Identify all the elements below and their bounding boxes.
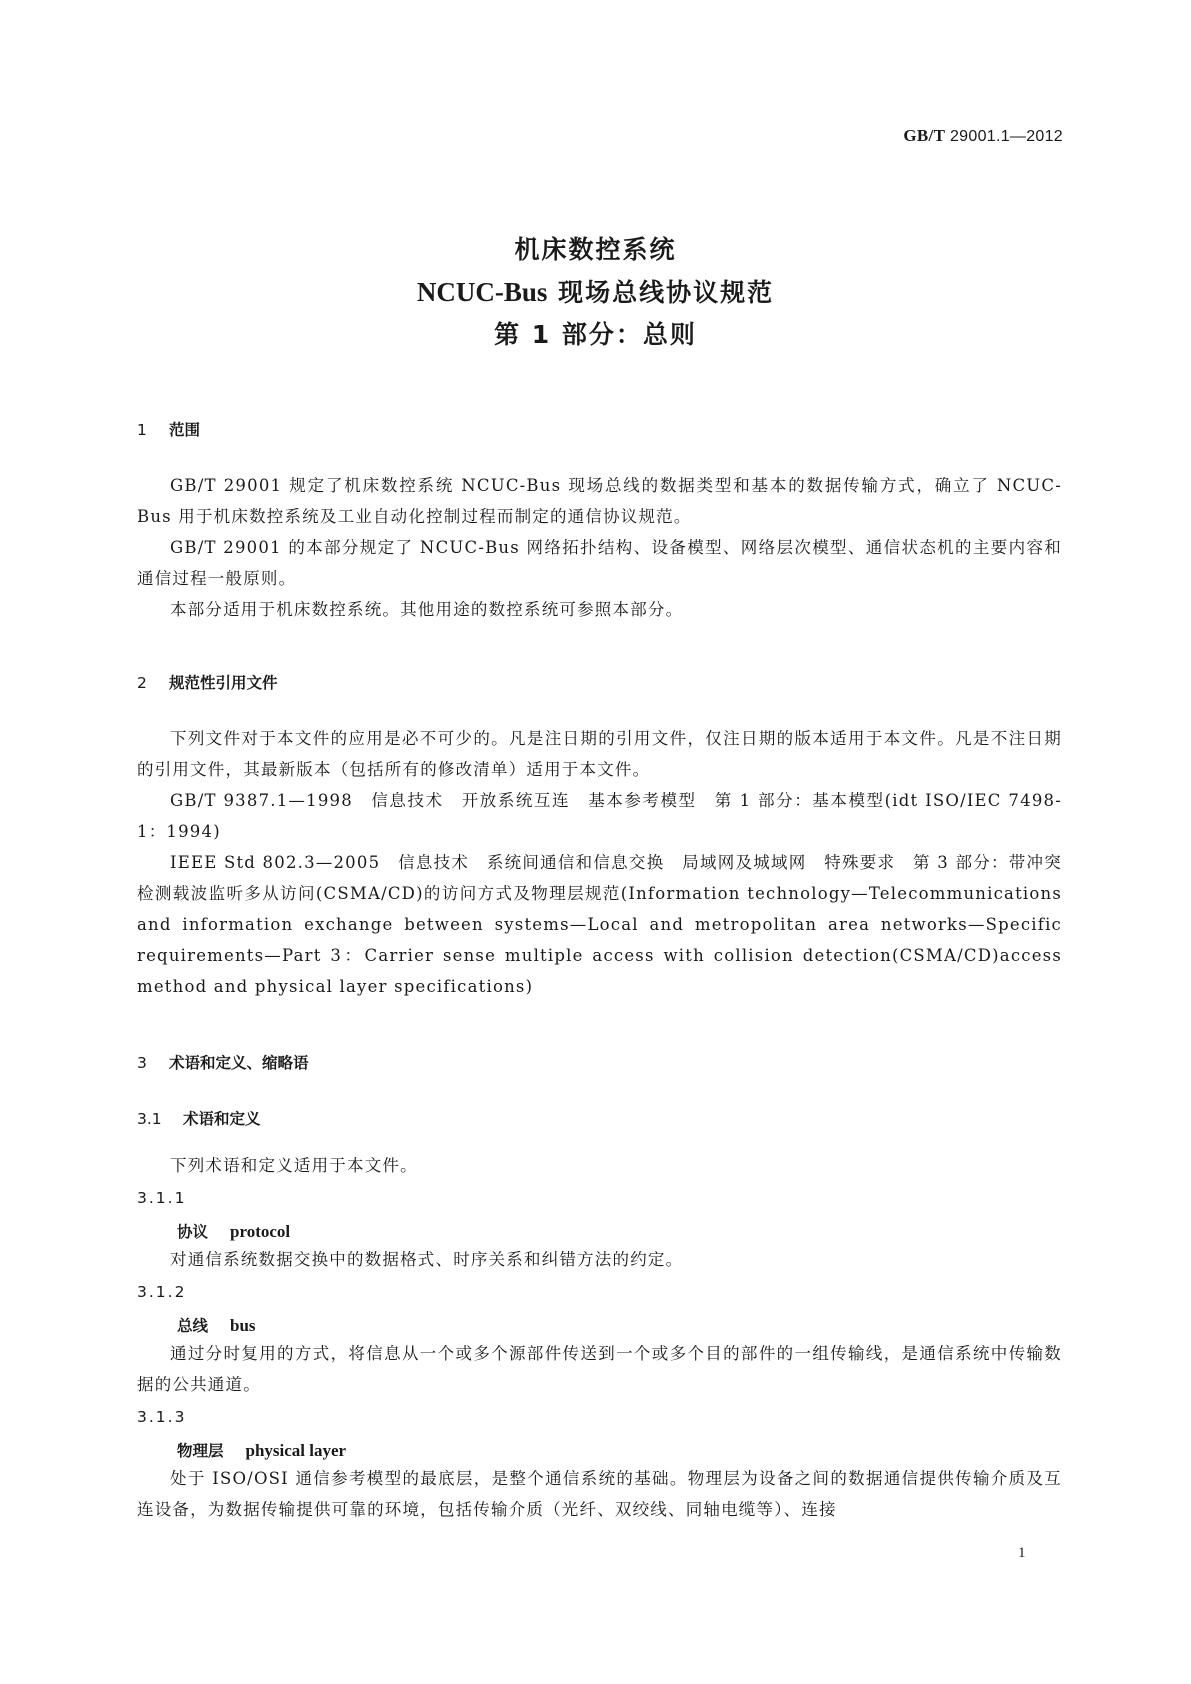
standard-prefix: GB/T (903, 126, 946, 145)
term-heading: 物理层 physical layer (177, 1441, 347, 1460)
paragraph: GB/T 29001 规定了机床数控系统 NCUC-Bus 现场总线的数据类型和基本的数据传输方式，确立了 NCUC-Bus 用于机床数控系统及工业自动化控制过程而制定的通信协议规范。 (137, 476, 1062, 526)
section-2-heading: 2 规范性引用文件 (137, 674, 278, 692)
paragraph: 本部分适用于机床数控系统。其他用途的数控系统可参照本部分。 (170, 600, 684, 619)
reference-item: IEEE Std 802.3—2005 信息技术 系统间通信和信息交换 局域网及城域网 特殊要求 第 3 部分：带冲突检测载波监听多从访问(CSMA/CD)的访问方式及物理层规范(Information technology—Telecommunications and information exchange between systems—Local and metropolitan area networks—Specific requirements—Part 3：Carrier sense multiple access with collision detection(CSMA/CD)access method and physical layer specifications) (137, 853, 1062, 996)
reference-item: GB/T 9387.1—1998 信息技术 开放系统互连 基本参考模型 第 1 部分：基本模型(idt ISO/IEC 7498-1：1994) (137, 791, 1062, 841)
subsection-intro: 下列术语和定义适用于本文件。 (170, 1156, 418, 1175)
term-number: 3.1.2 (137, 1283, 187, 1301)
title-bus-name: NCUC-Bus (416, 277, 548, 307)
title-line-2 (0, 273, 1191, 309)
subsection-3-1-heading: 3.1 术语和定义 (137, 1110, 261, 1128)
section-3-heading: 3 术语和定义、缩略语 (137, 1054, 309, 1072)
term-heading: 协议 protocol (177, 1222, 291, 1241)
term-number: 3.1.1 (137, 1189, 187, 1207)
term-heading: 总线 bus (177, 1316, 256, 1335)
paragraph: GB/T 29001 的本部分规定了 NCUC-Bus 网络拓扑结构、设备模型、网络层次模型、通信状态机的主要内容和通信过程一般原则。 (137, 538, 1062, 588)
section-2-body (137, 723, 1062, 1002)
standard-number: 29001.1—2012 (949, 128, 1063, 145)
standard-code (903, 126, 1063, 146)
title-protocol: 现场总线协议规范 (558, 278, 775, 307)
term-definition: 对通信系统数据交换中的数据格式、时序关系和纠错方法的约定。 (170, 1250, 684, 1269)
title-line-3: 第 1 部分：总则 (494, 320, 697, 349)
section-1-body (137, 470, 1062, 625)
term-number: 3.1.3 (137, 1408, 187, 1426)
page-number: 1 (1018, 1545, 1026, 1561)
title-line-1: 机床数控系统 (514, 235, 677, 264)
section-1-heading: 1 范围 (137, 421, 201, 439)
term-definition: 处于 ISO/OSI 通信参考模型的最底层，是整个通信系统的基础。物理层为设备之间的数据通信提供传输介质及互连设备，为数据传输提供可靠的环境，包括传输介质（光纤、双绞线、同轴电缆等）、连接 (137, 1469, 1062, 1519)
term-definition: 通过分时复用的方式，将信息从一个或多个源部件传送到一个或多个目的部件的一组传输线，是通信系统中传输数据的公共通道。 (137, 1344, 1062, 1394)
paragraph: 下列文件对于本文件的应用是必不可少的。凡是注日期的引用文件，仅注日期的版本适用于本文件。凡是不注日期的引用文件，其最新版本（包括所有的修改清单）适用于本文件。 (137, 729, 1062, 779)
